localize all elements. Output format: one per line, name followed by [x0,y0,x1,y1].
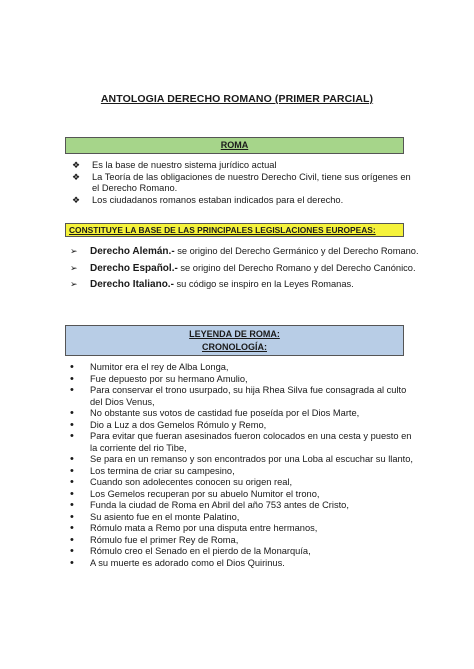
dot-bullet-icon: • [70,487,74,500]
list-item: • Funda la ciudad de Roma en Abril del año 753 antes de Cristo, [70,499,349,511]
base-heading: CONSTITUYE LA BASE DE LAS PRINCIPALES LEGISLACIONES EUROPEAS: [69,225,376,235]
leyenda-heading-box [65,325,404,356]
dot-bullet-icon: • [70,499,74,511]
dot-bullet-icon: • [70,545,74,557]
base-list [70,246,420,296]
list-item: • Para evitar que fueran asesinados fueron colocados en una cesta y puesto en la corriente del rio Tibe, [70,430,412,453]
law-term: Derecho Italiano.- [90,279,174,290]
list-item: • Para conservar el trono usurpado, su hija Rhea Silva fue consagrada al culto del Dios Venus, [70,384,407,407]
list-item: • Los Gemelos recuperan por su abuelo Numitor el trono, [70,487,320,500]
list-item: • A su muerte es adorado como el Dios Quirinus. [70,556,285,569]
dot-bullet-icon: • [70,361,74,373]
list-item: ❖ Es la base de nuestro sistema jurídico actual [72,160,277,170]
list-item: • Se para en un remanso y son encontrados por una Loba al escuchar su llanto, [70,453,414,465]
list-item: • Los termina de criar su campesino, [70,464,235,477]
diamond-bullet-icon: ❖ [72,194,81,205]
dot-bullet-icon: • [70,556,74,569]
list-item: • No obstante sus votos de castidad fue poseída por el Dios Marte, [70,407,360,419]
dot-bullet-icon: • [70,522,74,534]
leyenda-list [70,362,420,569]
list-item: ➢ Derecho Italiano.- su código se inspiro en la Leyes Romanas. [70,279,354,290]
arrow-bullet-icon: ➢ [70,246,78,256]
roma-heading: ROMA [220,140,249,150]
dot-bullet-icon: • [70,384,74,396]
list-item: ❖ La Teoría de las obligaciones de nuestro Derecho Civil, tiene sus orígenes en el Derecho Romano. [72,171,411,193]
list-item: ❖ Los ciudadanos romanos estaban indicados para el derecho. [72,194,344,205]
list-item: • Dio a Luz a dos Gemelos Rómulo y Remo, [70,418,267,431]
dot-bullet-icon: • [70,418,74,431]
list-item: • Numitor era el rey de Alba Longa, [70,361,229,373]
list-item: • Rómulo mata a Remo por una disputa entre hermanos, [70,522,318,534]
cronologia-heading: CRONOLOGÍA: [202,342,267,352]
list-item: ➢ Derecho Español.- se origino del Derecho Romano y del Derecho Canónico. [70,262,416,274]
list-item: • Fue depuesto por su hermano Amulio, [70,372,248,385]
list-item: • Rómulo fue el primer Rey de Roma, [70,533,239,546]
dot-bullet-icon: • [70,372,74,385]
leyenda-heading: LEYENDA DE ROMA: [189,329,280,339]
list-item: • Su asiento fue en el monte Palatino, [70,510,240,523]
dot-bullet-icon: • [70,407,74,419]
dot-bullet-icon: • [70,533,74,546]
base-heading-box [65,223,404,237]
dot-bullet-icon: • [70,430,74,442]
list-item: • Cuando son adolecentes conocen su origen real, [70,476,293,488]
dot-bullet-icon: • [70,453,74,465]
list-item: • Rómulo creo el Senado en el pierdo de la Monarquía, [70,545,311,557]
dot-bullet-icon: • [70,476,74,488]
arrow-bullet-icon: ➢ [70,262,78,273]
list-item: ➢ Derecho Alemán.- se origino del Derecho Germánico y del Derecho Romano. [70,246,419,257]
law-term: Derecho Español.- [90,262,178,274]
arrow-bullet-icon: ➢ [70,279,78,289]
law-term: Derecho Alemán.- [90,246,175,257]
roma-list [72,160,417,206]
roma-heading-box [65,137,404,154]
diamond-bullet-icon: ❖ [72,171,81,182]
dot-bullet-icon: • [70,510,74,523]
document-title: ANTOLOGIA DERECHO ROMANO (PRIMER PARCIAL) [100,93,374,105]
diamond-bullet-icon: ❖ [72,160,81,170]
dot-bullet-icon: • [70,464,74,477]
